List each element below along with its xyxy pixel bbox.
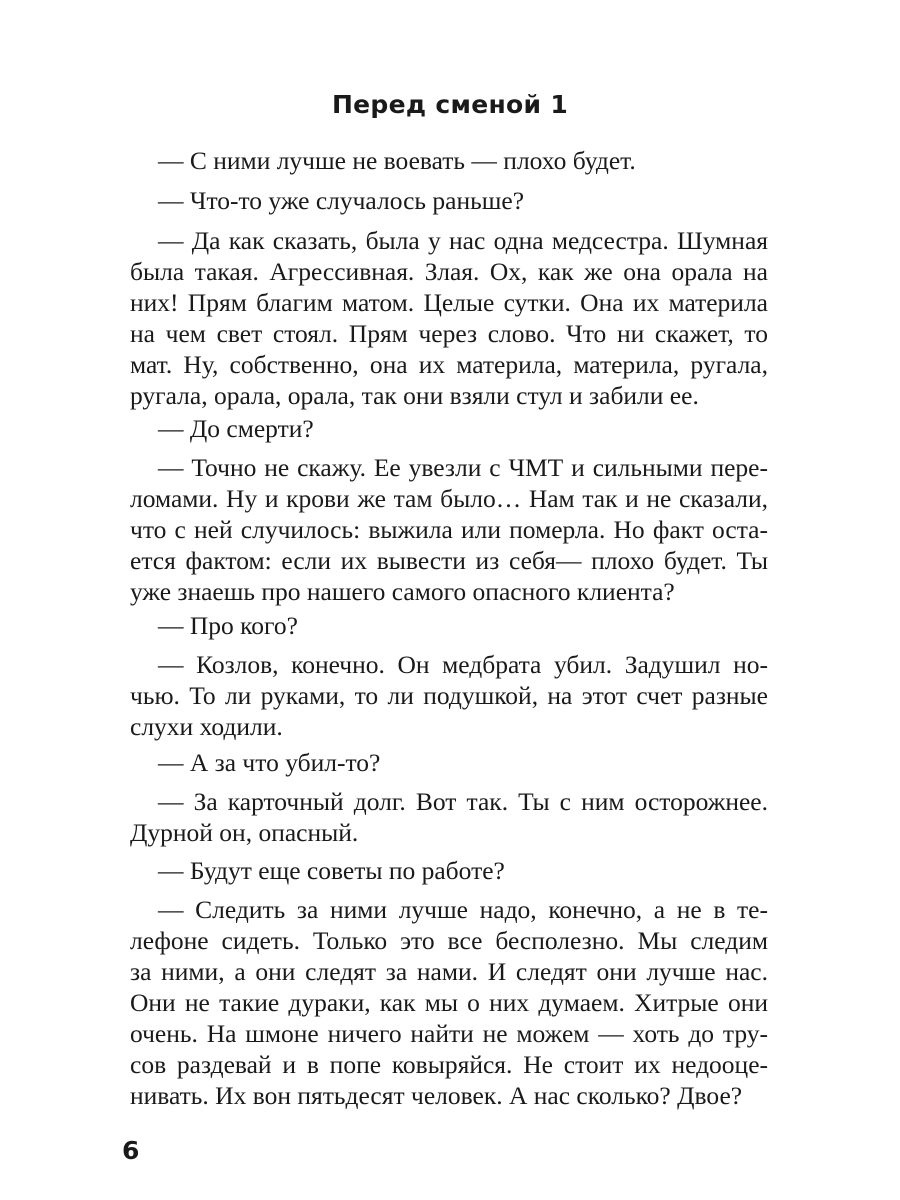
paragraph (130, 786, 768, 848)
text-line: Дурной он, опасный. (130, 818, 359, 847)
text-line: сов раздевай и в попе ковыряйся. Не стоит их недооце- (130, 1050, 768, 1079)
text-line: мат. Ну, собственно, она их материла, материла, ругала, (130, 350, 768, 379)
chapter-title: Перед сменой 1 (331, 90, 569, 119)
text-line: — Будут еще советы по работе? (158, 856, 505, 885)
paragraph (130, 894, 768, 1111)
text-line: — За карточный долг. Вот так. Ты с ним осторожнее. (158, 787, 768, 816)
paragraph (130, 452, 768, 607)
text-line: — С ними лучше не воевать — плохо будет. (158, 146, 636, 175)
paragraph (130, 855, 768, 886)
paragraph (130, 413, 768, 444)
text-line: них! Прям благим матом. Целые сутки. Она их материла (130, 288, 768, 317)
text-line: уже знаешь про нашего самого опасного клиента? (130, 577, 675, 606)
text-line: на чем свет стоял. Прям через слово. Что ни скажет, то (130, 319, 768, 348)
paragraph (130, 610, 768, 641)
text-line: была такая. Агрессивная. Злая. Ох, как же она орала на (130, 257, 768, 286)
text-line: — До смерти? (158, 414, 314, 443)
text-line: — Что-то уже случалось раньше? (158, 186, 525, 215)
text-line: чью. То ли руками, то ли подушкой, на этот счет разные (130, 681, 768, 710)
text-line: лефоне сидеть. Только это все бесполезно. Мы следим (130, 926, 768, 955)
page-number: 6 (122, 1136, 140, 1165)
text-line: слухи ходили. (130, 712, 283, 741)
paragraph (130, 649, 768, 742)
text-line: за ними, а они следят за нами. И следят они лучше нас. (130, 957, 768, 986)
text-line: очень. На шмоне ничего найти не можем — хоть до тру- (130, 1019, 768, 1048)
paragraph (130, 185, 768, 216)
paragraph (130, 747, 768, 778)
text-line: ругала, орала, орала, так они взяли стул и забили ее. (130, 381, 699, 410)
text-line: — Козлов, конечно. Он медбрата убил. Задушил но- (158, 650, 768, 679)
text-line: — Да как сказать, была у нас одна медсестра. Шумная (158, 226, 768, 255)
text-line: нивать. Их вон пятьдесят человек. А нас сколько? Двое? (130, 1081, 743, 1110)
paragraph (130, 145, 768, 176)
text-line: ется фактом: если их вывести из себя— плохо будет. Ты (130, 546, 768, 575)
text-line: что с ней случилось: выжила или померла. Но факт оста- (130, 515, 768, 544)
text-line: Они не такие дураки, как мы о них думаем. Хитрые они (130, 988, 768, 1017)
text-line: ломами. Ну и крови же там было… Нам так и не сказали, (130, 484, 768, 513)
text-line: — А за что убил-то? (158, 748, 381, 777)
text-line: — Следить за ними лучше надо, конечно, а не в те- (158, 895, 768, 924)
text-line: — Про кого? (158, 611, 298, 640)
text-line: — Точно не скажу. Ее увезли с ЧМТ и сильными пере- (158, 453, 768, 482)
paragraph (130, 225, 768, 411)
